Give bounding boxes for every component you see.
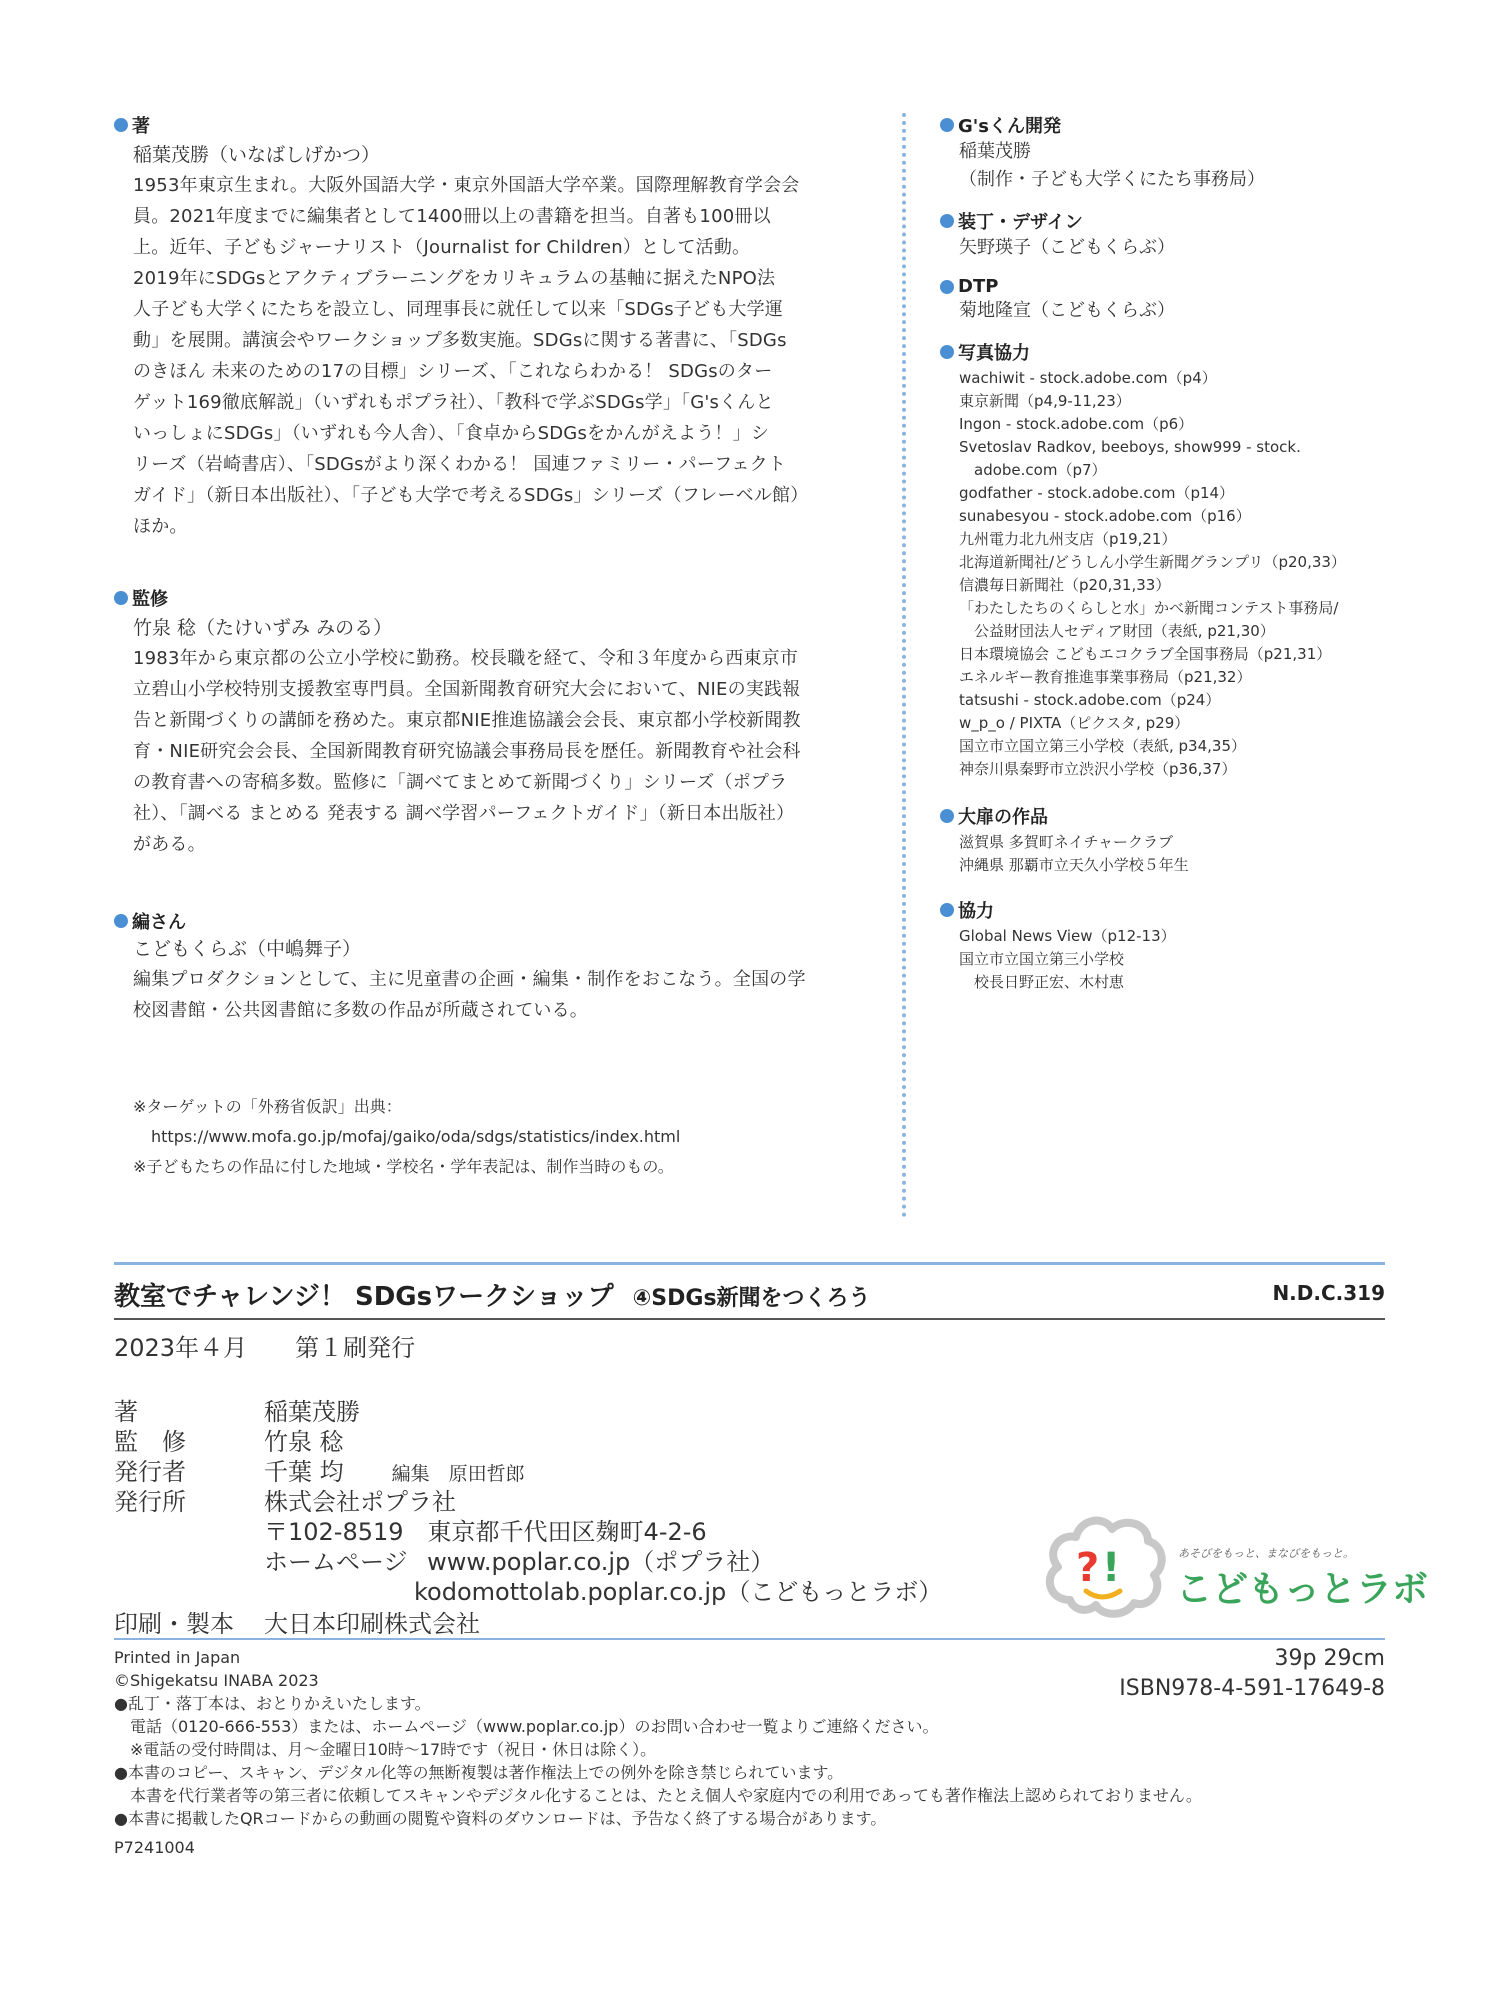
footer-note: ●乱丁・落丁本は、おとりかえいたします。 — [114, 1694, 431, 1713]
supervisor-section — [114, 585, 859, 860]
design-heading: 装丁・デザイン — [940, 208, 1380, 234]
cover-work-section — [940, 803, 1380, 877]
editor-section — [114, 908, 859, 1026]
bullet-dot-icon — [940, 345, 954, 359]
photo-credit: 東京新聞（p4,9-11,23） — [959, 392, 1131, 410]
cooperation-heading: 協力 — [940, 897, 1380, 923]
footer-note: ●本書のコピー、スキャン、デジタル化等の無断複製は著作権法上での例外を除き禁じられています。 — [114, 1763, 844, 1782]
dtp-heading: DTP — [940, 276, 1380, 297]
design-section — [940, 208, 1380, 262]
photo-credit: 公益財団法人セディア財団（表紙, p21,30） — [959, 622, 1275, 640]
photo-credit: 日本環境協会 こどもエコクラブ全国事務局（p21,31） — [959, 645, 1332, 663]
colophon-company-row: 発行所 株式会社ポプラ社 — [114, 1488, 456, 1516]
bullet-dot-icon — [940, 280, 954, 294]
bullet-dot-icon — [940, 214, 954, 228]
colophon-address: 〒102-8519 東京都千代田区麹町4-2-6 — [264, 1518, 707, 1546]
editor-credit: 編集 原田哲郎 — [391, 1463, 525, 1485]
supervisor-bio: 1983年から東京都の公立小学校に勤務。校長職を経て、令和３年度から西東京市 立碧山小学校特別支援教室専門員。全国新聞教育研究大会において、NIEの実践報 告と新聞づくりの講師を務めた。東京都NIE推進協議会会長、東京都小学校新聞教 育・NIE研究会会長、全国新聞教育研究協議会事務局長を歴任。新聞教育や社会科 の教育書への寄稿多数。監修に「調べてまとめて新聞づくり」シリーズ（ポプラ 社）、「調べる まとめる 発表する 調べ学習パーフェクトガイド」（新日本出版社） がある。 — [133, 648, 801, 855]
kodomotto-logo — [1040, 1505, 1429, 1625]
series-title — [114, 1276, 871, 1313]
photo-credit: 北海道新聞社/どうしん小学生新聞グランプリ（p20,33） — [959, 553, 1346, 571]
book-size: 39p 29cm — [1274, 1646, 1385, 1671]
mofa-url[interactable]: https://www.mofa.go.jp/mofaj/gaiko/oda/sdgs/statistics/index.html — [151, 1127, 681, 1146]
top-rule — [114, 1262, 1385, 1265]
note-line: ※子どもたちの作品に付した地域・学校名・学年表記は、制作当時のもの。 — [133, 1157, 674, 1176]
editor-bio: 編集プロダクションとして、主に児童書の企画・編集・制作をおこなう。全国の学 校図書館・公共図書館に多数の作品が所蔵されている。 — [133, 969, 806, 1021]
dtp-section — [940, 276, 1380, 325]
photo-credit: 信濃毎日新聞社（p20,31,33） — [959, 576, 1171, 594]
photo-credit: Ingon - stock.adobe.com（p6） — [959, 415, 1194, 433]
bullet-dot-icon — [114, 118, 128, 132]
homepage-url-poplar[interactable]: www.poplar.co.jp（ポプラ社） — [427, 1548, 775, 1576]
supervisor-name: 竹泉 稔（たけいずみ みのる） — [133, 617, 393, 639]
logo-tagline: あそびをもっと、まなびをもっと。 — [1178, 1547, 1354, 1560]
logo-cloud-icon — [1040, 1505, 1170, 1625]
bullet-dot-icon — [940, 118, 954, 132]
copyright: ©Shigekatsu INABA 2023 — [114, 1671, 319, 1690]
note-line: ※ターゲットの「外務省仮訳」出典： — [133, 1097, 402, 1116]
credit-line: 国立市立国立第三小学校 — [959, 950, 1125, 968]
printed-in: Printed in Japan — [114, 1648, 241, 1667]
credit-line: 稲葉茂勝 — [959, 141, 1031, 162]
footer-note: 電話（0120-666-553）または、ホームページ（www.poplar.co.jp）のお問い合わせ一覧よりご連絡ください。 — [114, 1717, 939, 1736]
photo-credit: godfather - stock.adobe.com（p14） — [959, 484, 1235, 502]
svg-text:!: ! — [1102, 1545, 1121, 1591]
footer-note: ●本書に掲載したQRコードからの動画の閲覧や資料のダウンロードは、予告なく終了する場合があります。 — [114, 1809, 887, 1828]
photo-credit: adobe.com（p7） — [959, 461, 1107, 479]
column-divider — [902, 113, 906, 1218]
product-code: P7241004 — [114, 1838, 195, 1857]
photo-credit: 九州電力北九州支店（p19,21） — [959, 530, 1177, 548]
issue-date: 2023年４月 第１刷発行 — [114, 1334, 416, 1362]
ndc-code: N.D.C.319 — [1272, 1281, 1385, 1305]
cover-work-heading: 大扉の作品 — [940, 803, 1380, 829]
credits-column — [940, 112, 1380, 994]
footer-note: ※電話の受付時間は、月～金曜日10時～17時です（祝日・休日は除く）。 — [114, 1740, 657, 1759]
photo-credit: tatsushi - stock.adobe.com（p24） — [959, 691, 1221, 709]
author-heading: 著 — [114, 112, 859, 138]
volume-title-text: ④SDGs新聞をつくろう — [632, 1286, 871, 1311]
colophon-printer-row: 印刷・製本 大日本印刷株式会社 — [114, 1610, 480, 1638]
photo-credits-list — [959, 367, 1380, 781]
footer-note: 本書を代行業者等の第三者に依頼してスキャンやデジタル化することは、たとえ個人や家庭内での利用であっても著作権法上認められておりません。 — [114, 1786, 1202, 1805]
author-name: 稲葉茂勝（いなばしげかつ） — [133, 144, 381, 166]
photo-credit: 「わたしたちのくらしと水」かべ新聞コンテスト事務局/ — [959, 599, 1339, 617]
logo-wordmark: こどもっとラボ — [1176, 1569, 1429, 1610]
colophon-homepage-2 — [414, 1572, 942, 1607]
photo-credit: sunabesyou - stock.adobe.com（p16） — [959, 507, 1251, 525]
bullet-dot-icon — [940, 809, 954, 823]
author-bio: 1953年東京生まれ。大阪外国語大学・東京外国語大学卒業。国際理解教育学会会 員。2021年度までに編集者として1400冊以上の書籍を担当。自著も100冊以 上。近年、子どもジャーナリスト（Journalist for Children）として活動。 2019年にSDGsとアクティブラーニングをカリキュラムの基軸に据えたNPO法 人子ども大学くにたちを設立し、同理事長に就任して以来「SDGs子ども大学運 動」を展開。講演会やワークショップ多数実施。SDGsに関する著書に、「SDGs のきほん 未来のための17の目標」シリーズ、「これならわかる！ SDGsのター ゲット169徹底解説」（いずれもポプラ社）、「教科で学ぶSDGs学」「G'sくんと いっしょにSDGs」（いずれも今人舎）、「食卓からSDGsをかんがえよう！」シ リーズ（岩崎書店）、「SDGsがより深くわかる！ 国連ファミリー・パーフェクト ガイド」（新日本出版社）、「子ども大学で考えるSDGs」シリーズ（フレーベル館） ほか。 — [133, 175, 809, 537]
credit-line: 校長日野正宏、木村恵 — [959, 973, 1125, 991]
credit-line: 沖縄県 那覇市立天久小学校５年生 — [959, 856, 1189, 874]
source-notes — [133, 1092, 680, 1182]
bullet-dot-icon — [940, 903, 954, 917]
bullet-dot-icon — [114, 914, 128, 928]
colophon-supervisor-row: 監 修 竹泉 稔 — [114, 1428, 344, 1456]
photo-credit: 国立市立国立第三小学校（表紙, p34,35） — [959, 737, 1247, 755]
svg-text:?: ? — [1076, 1545, 1100, 1591]
photo-credit: Svetoslav Radkov, beeboys, show999 - stock. — [959, 438, 1301, 456]
credit-line: 滋賀県 多賀町ネイチャークラブ — [959, 833, 1174, 851]
author-section — [114, 112, 859, 542]
gs-dev-section — [940, 112, 1380, 194]
photo-credits-heading: 写真協力 — [940, 339, 1380, 365]
bullet-dot-icon — [114, 591, 128, 605]
colophon-publisher-row: 発行者 千葉 均 編集 原田哲郎 — [114, 1458, 525, 1486]
editor-name: こどもくらぶ（中嶋舞子） — [133, 938, 362, 960]
credit-line: （制作・子ども大学くにたち事務局） — [959, 169, 1265, 190]
supervisor-heading: 監修 — [114, 585, 859, 611]
footer-text — [114, 1646, 1202, 1859]
credit-line: 矢野瑛子（こどもくらぶ） — [959, 237, 1175, 258]
editor-heading: 編さん — [114, 908, 859, 934]
series-title-text: 教室でチャレンジ！ SDGsワークショップ — [114, 1282, 614, 1312]
photo-credit: エネルギー教育推進事業事務局（p21,32） — [959, 668, 1252, 686]
gs-dev-heading: G'sくん開発 — [940, 112, 1380, 138]
title-rule — [114, 1318, 1385, 1320]
photo-credit: w_p_o / PIXTA（ピクスタ, p29） — [959, 714, 1190, 732]
homepage-url-kodomotto[interactable]: kodomottolab.poplar.co.jp（こどもっとラボ） — [414, 1578, 943, 1606]
credit-line: 菊地隆宣（こどもくらぶ） — [959, 300, 1175, 321]
photo-credit: 神奈川県秦野市立渋沢小学校（p36,37） — [959, 760, 1237, 778]
credit-line: Global News View（p12-13） — [959, 927, 1176, 945]
photo-credits-section — [940, 339, 1380, 781]
isbn: ISBN978-4-591-17649-8 — [1119, 1676, 1385, 1701]
cooperation-section — [940, 897, 1380, 994]
bottom-rule — [114, 1638, 1385, 1640]
colophon-author-row: 著 稲葉茂勝 — [114, 1398, 360, 1426]
photo-credit: wachiwit - stock.adobe.com（p4） — [959, 369, 1217, 387]
homepage-label: ホームページ — [264, 1548, 408, 1576]
